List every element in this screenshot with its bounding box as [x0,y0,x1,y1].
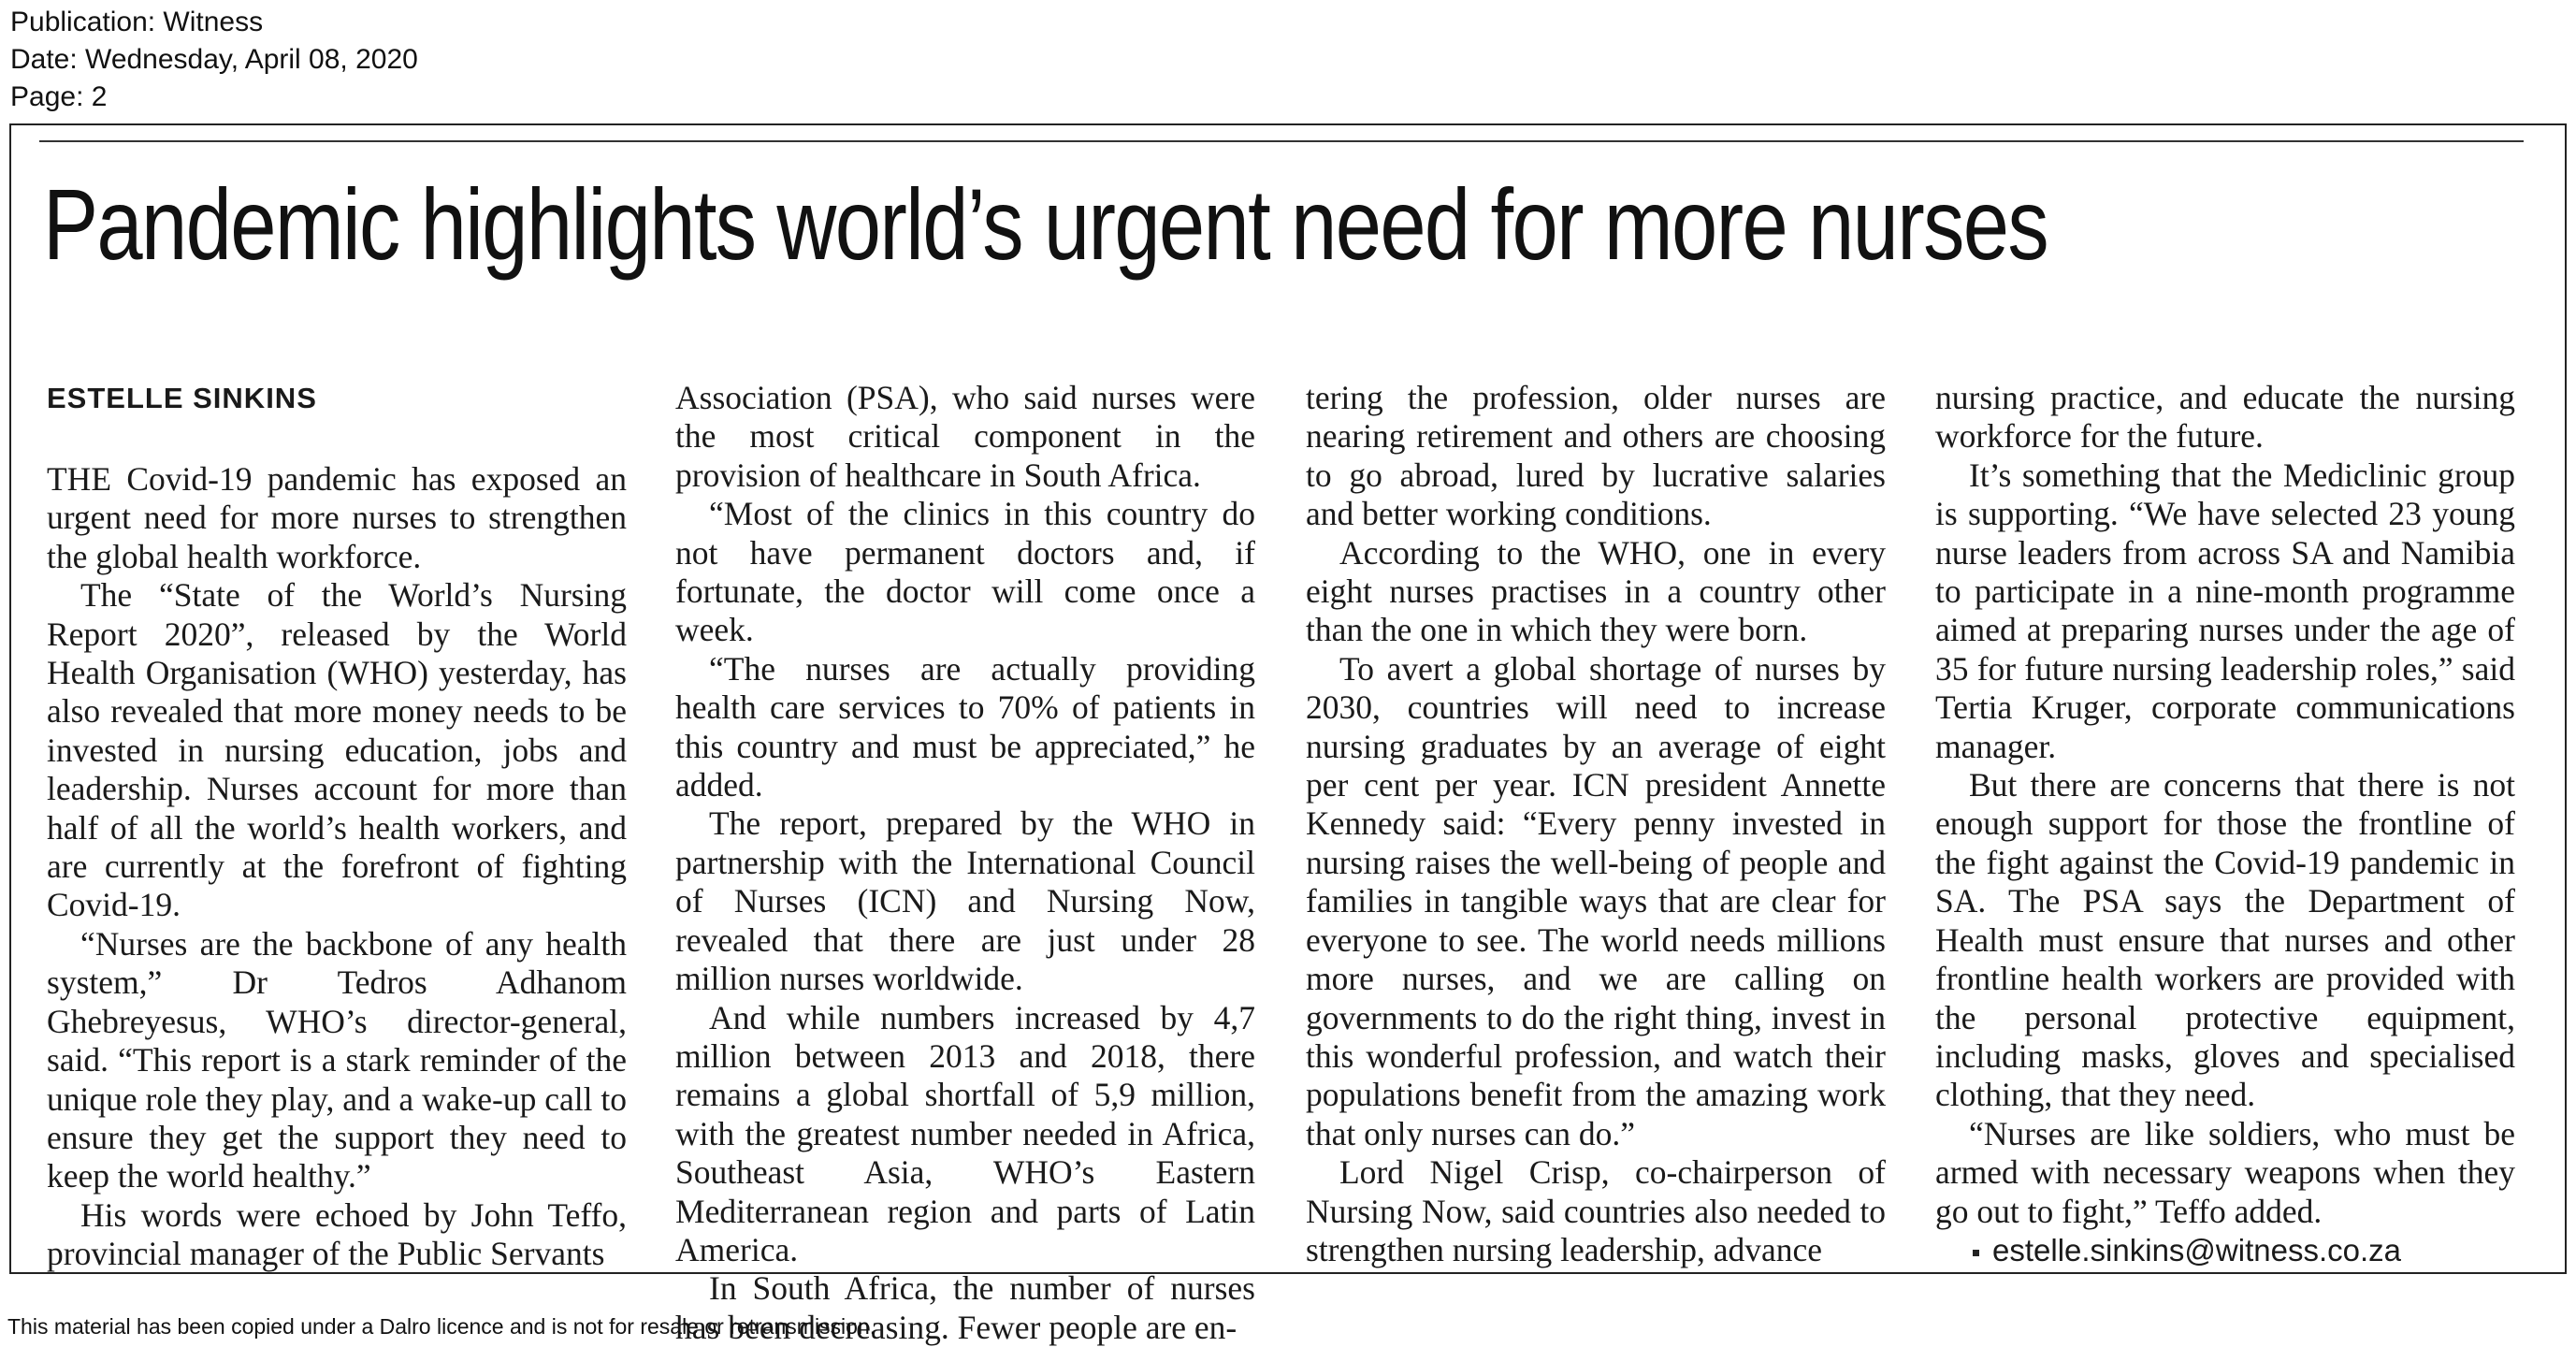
article-column-2 [675,379,1255,1347]
paragraph: In South Africa, the number of nurses has been decreasing. Fewer people are en- [675,1269,1255,1346]
paragraph: nursing practice, and educate the nursing workforce for the future. [1935,379,2515,456]
article-column-3 [1306,379,1886,1269]
paragraph: “Nurses are the backbone of any health system,” Dr Tedros Adhanom Ghebreyesus, WHO’s director-general, said. “This report is a stark reminder of the unique role they play, and a wake-up call to ensure they get the support they need to keep the world healthy.” [47,924,627,1195]
author-email[interactable]: estelle.sinkins@witness.co.za [1992,1232,2402,1267]
bullet-icon [1973,1250,1979,1256]
paragraph: tering the profession, older nurses are nearing retirement and others are choosing to go abroad, lured by lucrative salaries and better working conditions. [1306,379,1886,533]
article-column-4 [1935,379,2515,1269]
paragraph: “Nurses are like soldiers, who must be armed with necessary weapons when they go out to fight,” Teffo added. [1935,1114,2515,1230]
paragraph: And while numbers increased by 4,7 million between 2013 and 2018, there remains a global shortfall of 5,9 million, with the greatest number needed in Africa, Southeast Asia, WHO’s Eastern Mediterranean region and parts of Latin America. [675,998,1255,1268]
byline: ESTELLE SINKINS [47,382,317,414]
top-rule [39,140,2524,142]
paragraph: But there are concerns that there is not enough support for those the frontline of the fight against the Covid-19 pandemic in SA. The PSA says the Department of Health must ensure that nurses and other frontline health workers are provided with the personal protective equipment, including masks, gloves and specialised clothing, that they need. [1935,766,2515,1114]
paragraph: To avert a global shortage of nurses by 2030, countries will need to increase nursing graduates by an average of eight per cent per year. ICN president Annette Kennedy said: “Every penny invested in nursing raises the well-being of people and families in tangible ways that are clear for everyone to see. The world needs millions more nurses, and we are calling on governments to do the right thing, invest in this wonderful profession, and watch their populations benefit from the amazing work that only nurses can do.” [1306,649,1886,1152]
paragraph: THE Covid-19 pandemic has exposed an urgent need for more nurses to strengthen the global health workforce. [47,460,627,575]
publication-meta [10,4,418,116]
paragraph: The “State of the World’s Nursing Report 2020”, released by the World Health Organisation (WHO) yesterday, has also revealed that more money needs to be invested in nursing education, jobs and leadership. Nurses account for more than half of all the world’s health workers, and are currently at the forefront of fighting Covid-19. [47,576,627,924]
paragraph: “The nurses are actually providing health care services to 70% of patients in this country and must be appreciated,” he added. [675,649,1255,804]
publication-name: Publication: Witness [10,7,264,37]
paragraph: His words were echoed by John Teffo, provincial manager of the Public Servants [47,1195,627,1273]
publication-date: Date: Wednesday, April 08, 2020 [10,44,418,75]
paragraph: It’s something that the Mediclinic group is supporting. “We have selected 23 young nurse leaders from across SA and Namibia to participate in a nine-month programme aimed at preparing nurses under the age of 35 for future nursing leadership roles,” said Tertia Kruger, corporate communications manager. [1935,456,2515,765]
copyright-notice: This material has been copied under a Dalro licence and is not for resale or retransmission. [7,1314,876,1339]
paragraph: “Most of the clinics in this country do not have permanent doctors and, if fortunate, the doctor will come once a week. [675,495,1255,649]
article-column-1 [47,379,627,1274]
paragraph: Lord Nigel Crisp, co-chairperson of Nursing Now, said countries also needed to strengthen nursing leadership, advance [1306,1153,1886,1268]
paragraph: According to the WHO, one in every eight nurses practises in a country other than the one in which they were born. [1306,533,1886,649]
author-email-line [1935,1231,2515,1269]
article-headline: Pandemic highlights world’s urgent need for more nurses [43,167,2048,281]
paragraph: The report, prepared by the WHO in partnership with the International Council of Nurses (ICN) and Nursing Now, revealed that there are just under 28 million nurses worldwide. [675,804,1255,998]
paragraph: Association (PSA), who said nurses were the most critical component in the provision of healthcare in South Africa. [675,379,1255,494]
page-number: Page: 2 [10,81,108,112]
